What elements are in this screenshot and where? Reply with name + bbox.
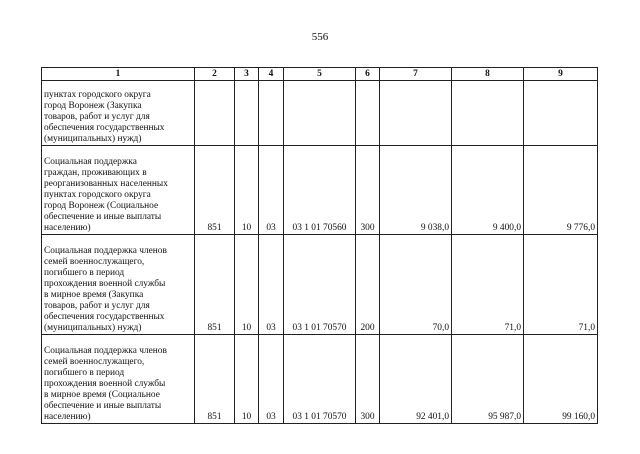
- section-code: [235, 81, 259, 146]
- amount-year-1: [380, 81, 452, 146]
- column-header: 8: [452, 68, 524, 81]
- amount-year-1: 70,0: [380, 235, 452, 335]
- admin-code: 851: [195, 235, 235, 335]
- amount-year-3: [524, 81, 598, 146]
- amount-year-2: 9 400,0: [452, 146, 524, 235]
- expense-type: 200: [356, 235, 380, 335]
- amount-year-3: 71,0: [524, 235, 598, 335]
- expense-type: 300: [356, 335, 380, 424]
- admin-code: 851: [195, 335, 235, 424]
- amount-year-2: [452, 81, 524, 146]
- table-row: [42, 335, 598, 424]
- amount-year-2: 95 987,0: [452, 335, 524, 424]
- table-row: [42, 235, 598, 335]
- table-row: [42, 146, 598, 235]
- column-header: 1: [42, 68, 195, 81]
- section-code: 10: [235, 146, 259, 235]
- budget-table: [41, 67, 598, 424]
- table-row: [42, 81, 598, 146]
- column-header: 2: [195, 68, 235, 81]
- expense-type: 300: [356, 146, 380, 235]
- page-number: 556: [311, 31, 329, 43]
- subsection-code: 03: [259, 146, 284, 235]
- section-code: 10: [235, 235, 259, 335]
- column-header: 7: [380, 68, 452, 81]
- amount-year-3: 9 776,0: [524, 146, 598, 235]
- column-header: 4: [259, 68, 284, 81]
- subsection-code: 03: [259, 335, 284, 424]
- target-article: 03 1 01 70570: [284, 335, 356, 424]
- amount-year-1: 92 401,0: [380, 335, 452, 424]
- amount-year-2: 71,0: [452, 235, 524, 335]
- header-row: [42, 68, 598, 81]
- subsection-code: [259, 81, 284, 146]
- row-name: пунктах городского округа город Воронеж (Закупка товаров, работ и услуг для обеспечения государственных (муниципальных) нужд): [42, 81, 195, 146]
- column-header: 6: [356, 68, 380, 81]
- amount-year-1: 9 038,0: [380, 146, 452, 235]
- expense-type: [356, 81, 380, 146]
- admin-code: [195, 81, 235, 146]
- row-name: Социальная поддержка членов семей военнослужащего, погибшего в период прохождения военной службы в мирное время (Закупка товаров, работ и услуг для обеспечения государственных (муниципальных) нужд): [42, 235, 195, 335]
- amount-year-3: 99 160,0: [524, 335, 598, 424]
- target-article: 03 1 01 70560: [284, 146, 356, 235]
- column-header: 5: [284, 68, 356, 81]
- row-name: Социальная поддержка членов семей военнослужащего, погибшего в период прохождения военной службы в мирное время (Социальное обеспечение и иные выплаты населению): [42, 335, 195, 424]
- subsection-code: 03: [259, 235, 284, 335]
- section-code: 10: [235, 335, 259, 424]
- row-name: Социальная поддержка граждан, проживающих в реорганизованных населенных пунктах городского округа город Воронеж (Социальное обеспечение и иные выплаты населению): [42, 146, 195, 235]
- target-article: [284, 81, 356, 146]
- column-header: 3: [235, 68, 259, 81]
- column-header: 9: [524, 68, 598, 81]
- admin-code: 851: [195, 146, 235, 235]
- target-article: 03 1 01 70570: [284, 235, 356, 335]
